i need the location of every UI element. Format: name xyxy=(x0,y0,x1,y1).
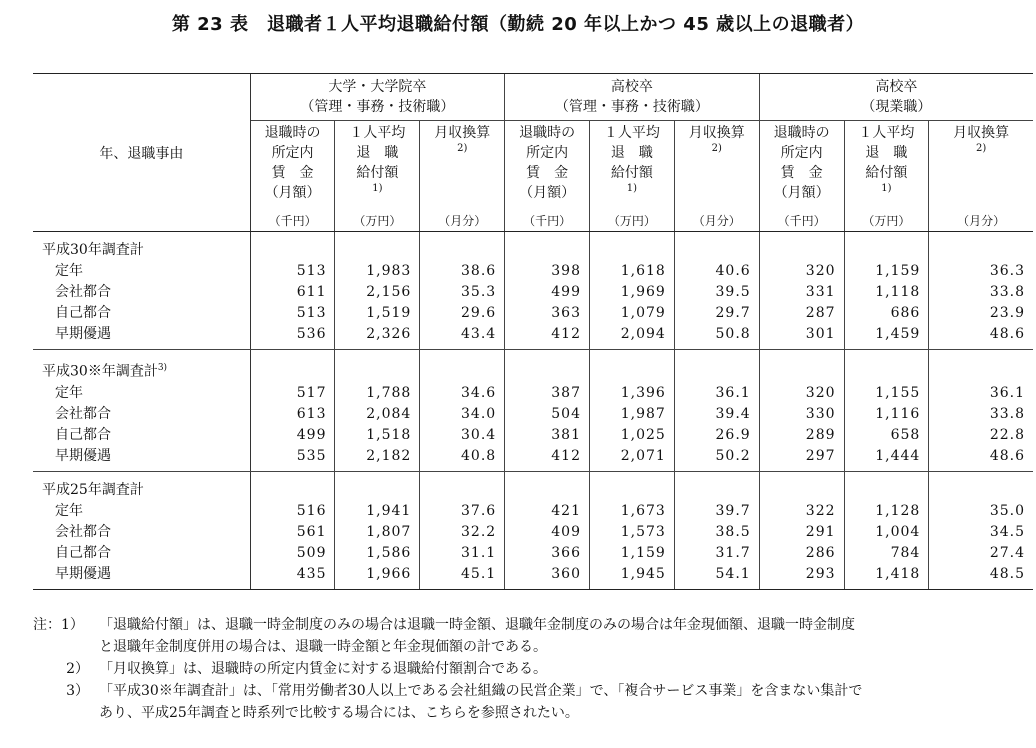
table-cell: 1,444 xyxy=(844,446,929,472)
note-2-text: 「月収換算」は、退職時の所定内賃金に対する退職給付額割合である。 xyxy=(99,661,547,677)
table-cell: 39.5 xyxy=(674,282,759,303)
table-cell: 613 xyxy=(250,404,335,425)
row-label: 早期優遇 xyxy=(33,324,250,350)
subheader-line: １人平均 xyxy=(603,125,660,141)
unit-label: （月分） xyxy=(420,209,505,232)
column-subheader xyxy=(759,121,844,210)
footnote-ref: 2) xyxy=(976,143,987,154)
row-label: 自己都合 xyxy=(55,426,111,443)
table-cell: 381 xyxy=(505,425,590,446)
subheader-line: 所定内 xyxy=(780,145,823,161)
row-label: 定年 xyxy=(55,384,83,401)
table-cell: 320 xyxy=(759,383,844,404)
subheader-line: （月額） xyxy=(264,185,321,201)
note-1-line2: と退職年金制度併用の場合は、退職一時金額と年金現価額の計である。 xyxy=(99,639,547,655)
subheader-line: 月収換算 xyxy=(688,125,745,141)
table-cell: 38.6 xyxy=(420,261,505,282)
footnote-ref: 2) xyxy=(457,143,468,154)
table-cell: 1,118 xyxy=(844,282,929,303)
table-cell: 1,004 xyxy=(844,522,929,543)
column-subheader xyxy=(420,121,505,210)
column-subheader xyxy=(674,121,759,210)
table-cell: 513 xyxy=(250,261,335,282)
table-row xyxy=(33,564,1033,590)
table-cell: 435 xyxy=(250,564,335,590)
table-cell: 45.1 xyxy=(420,564,505,590)
table-cell: 1,573 xyxy=(590,522,675,543)
table-cell: 34.5 xyxy=(929,522,1033,543)
row-label: 早期優遇 xyxy=(33,446,250,472)
table-cell: 287 xyxy=(759,303,844,324)
table-cell: 26.9 xyxy=(674,425,759,446)
group-subtitle: （管理・事務・技術職） xyxy=(300,99,455,115)
table-row xyxy=(33,425,1033,446)
unit-label: （万円） xyxy=(844,209,929,232)
section-title-text: 平成30年調査計 xyxy=(42,242,144,258)
subheader-line: 給付額 xyxy=(865,165,908,181)
table-cell: 29.6 xyxy=(420,303,505,324)
section-title-text: 平成25年調査計 xyxy=(42,481,144,498)
unit-label: （千円） xyxy=(250,209,335,232)
table-cell: 561 xyxy=(250,522,335,543)
subheader-line: 退 職 xyxy=(865,145,908,161)
subheader-line: 退職時の xyxy=(264,125,321,141)
footnote-ref: 2) xyxy=(711,143,722,154)
table-row xyxy=(33,446,1033,472)
table-row xyxy=(33,404,1033,425)
table-cell: 50.8 xyxy=(674,324,759,350)
data-table xyxy=(33,73,1033,590)
table-cell: 2,182 xyxy=(335,446,420,472)
table-cell: 1,673 xyxy=(590,501,675,522)
table-cell: 31.1 xyxy=(420,543,505,564)
table-cell: 535 xyxy=(250,446,335,472)
table-cell: 516 xyxy=(250,501,335,522)
row-label: 自己都合 xyxy=(55,305,111,321)
subheader-line: 賃 金 xyxy=(526,165,569,181)
column-subheader xyxy=(590,121,675,210)
table-cell: 499 xyxy=(250,425,335,446)
table-cell: 1,418 xyxy=(844,564,929,590)
table-cell: 409 xyxy=(505,522,590,543)
table-cell: 37.6 xyxy=(420,501,505,522)
column-subheader xyxy=(335,121,420,210)
table-cell: 611 xyxy=(250,282,335,303)
table-cell: 40.6 xyxy=(674,261,759,282)
row-header: 年、退職事由 xyxy=(33,74,250,232)
table-cell: 331 xyxy=(759,282,844,303)
table-cell: 1,518 xyxy=(335,425,420,446)
table-cell: 293 xyxy=(759,564,844,590)
subheader-line: 賃 金 xyxy=(780,165,823,181)
table-row xyxy=(33,282,1033,303)
table-cell: 1,618 xyxy=(590,261,675,282)
table-cell: 517 xyxy=(250,383,335,404)
unit-label: （万円） xyxy=(590,209,675,232)
table-cell: 1,155 xyxy=(844,383,929,404)
unit-label: （月分） xyxy=(929,209,1033,232)
section-title xyxy=(33,358,250,383)
group-subtitle: （現業職） xyxy=(861,99,932,115)
table-cell: 2,084 xyxy=(335,404,420,425)
table-cell: 48.6 xyxy=(929,324,1033,350)
row-label: 早期優遇 xyxy=(33,564,250,590)
table-cell: 301 xyxy=(759,324,844,350)
table-row xyxy=(33,543,1033,564)
table-cell: 686 xyxy=(844,303,929,324)
table-cell: 32.2 xyxy=(420,522,505,543)
column-subheader xyxy=(844,121,929,210)
column-group-header xyxy=(759,74,1033,121)
table-cell: 39.4 xyxy=(674,404,759,425)
table-cell: 536 xyxy=(250,324,335,350)
column-group-header xyxy=(505,74,760,121)
table-cell: 36.3 xyxy=(929,261,1033,282)
table-cell: 35.3 xyxy=(420,282,505,303)
subheader-line: 退 職 xyxy=(610,145,653,161)
unit-label: （千円） xyxy=(505,209,590,232)
table-cell: 286 xyxy=(759,543,844,564)
table-title: 第 23 表 退職者１人平均退職給付額（勤続 20 年以上かつ 45 歳以上の退職者） xyxy=(171,14,865,35)
table-cell: 1,025 xyxy=(590,425,675,446)
table-cell: 23.9 xyxy=(929,303,1033,324)
table-cell: 297 xyxy=(759,446,844,472)
table-cell: 1,945 xyxy=(590,564,675,590)
subheader-line: 所定内 xyxy=(271,145,314,161)
table-cell: 29.7 xyxy=(674,303,759,324)
row-label: 定年 xyxy=(55,263,83,279)
table-cell: 363 xyxy=(505,303,590,324)
row-label: 会社都合 xyxy=(55,284,111,300)
table-cell: 513 xyxy=(250,303,335,324)
table-cell: 50.2 xyxy=(674,446,759,472)
table-cell: 1,128 xyxy=(844,501,929,522)
table-cell: 291 xyxy=(759,522,844,543)
subheader-line: １人平均 xyxy=(349,125,406,141)
subheader-line: 所定内 xyxy=(526,145,569,161)
row-label: 会社都合 xyxy=(55,523,111,540)
unit-label: （月分） xyxy=(674,209,759,232)
table-cell: 320 xyxy=(759,261,844,282)
table-cell: 330 xyxy=(759,404,844,425)
table-cell: 1,116 xyxy=(844,404,929,425)
table-cell: 398 xyxy=(505,261,590,282)
column-subheader xyxy=(505,121,590,210)
table-row xyxy=(33,522,1033,543)
table-cell: 509 xyxy=(250,543,335,564)
row-label: 会社都合 xyxy=(55,405,111,422)
table-cell: 2,071 xyxy=(590,446,675,472)
group-title: 高校卒 xyxy=(610,79,653,95)
table-cell: 360 xyxy=(505,564,590,590)
note-1-line1: 「退職給付額」は、退職一時金制度のみの場合は退職一時金額、退職年金制度のみの場合は年金現価額、退職一時金制度 xyxy=(99,617,855,633)
table-cell: 366 xyxy=(505,543,590,564)
table-row xyxy=(33,324,1033,350)
table-row xyxy=(33,383,1033,404)
table-cell: 658 xyxy=(844,425,929,446)
subheader-line: （月額） xyxy=(773,185,830,201)
table-cell: 48.6 xyxy=(929,446,1033,472)
subheader-line: 給付額 xyxy=(610,165,653,181)
table-cell: 784 xyxy=(844,543,929,564)
table-cell: 1,987 xyxy=(590,404,675,425)
table-row xyxy=(33,261,1033,282)
footnote-ref: 3) xyxy=(157,363,168,373)
table-cell: 35.0 xyxy=(929,501,1033,522)
table-cell: 1,396 xyxy=(590,383,675,404)
table-cell: 289 xyxy=(759,425,844,446)
table-cell: 421 xyxy=(505,501,590,522)
table-cell: 1,788 xyxy=(335,383,420,404)
footnote-ref: 1) xyxy=(372,183,383,194)
table-cell: 36.1 xyxy=(929,383,1033,404)
table-cell: 1,079 xyxy=(590,303,675,324)
table-cell: 36.1 xyxy=(674,383,759,404)
table-cell: 38.5 xyxy=(674,522,759,543)
subheader-line: 退職時の xyxy=(519,125,576,141)
table-row xyxy=(33,501,1033,522)
table-cell: 412 xyxy=(505,324,590,350)
table-row xyxy=(33,303,1033,324)
table-cell: 1,807 xyxy=(335,522,420,543)
table-cell: 1,941 xyxy=(335,501,420,522)
group-subtitle: （管理・事務・技術職） xyxy=(554,99,709,115)
table-cell: 30.4 xyxy=(420,425,505,446)
table-cell: 34.6 xyxy=(420,383,505,404)
note-3-line1: 「平成30※年調査計」は、「常用労働者30人以上である会社組織の民営企業」で、「複合サービス事業」を含まない集計で xyxy=(99,683,863,699)
section-title-text: 平成30※年調査計 xyxy=(42,363,158,380)
unit-label: （万円） xyxy=(335,209,420,232)
table-cell: 412 xyxy=(505,446,590,472)
table-cell: 43.4 xyxy=(420,324,505,350)
subheader-line: 退 職 xyxy=(356,145,399,161)
table-cell: 387 xyxy=(505,383,590,404)
section-title xyxy=(33,480,250,501)
row-label: 定年 xyxy=(55,502,83,519)
table-cell: 1,519 xyxy=(335,303,420,324)
unit-label: （千円） xyxy=(759,209,844,232)
subheader-line: 賃 金 xyxy=(271,165,314,181)
table-cell: 1,983 xyxy=(335,261,420,282)
footnote-ref: 1) xyxy=(626,183,638,194)
note-3-line2: あり、平成25年調査と時系列で比較する場合には、こちらを参照されたい。 xyxy=(99,705,579,721)
column-group-header xyxy=(250,74,505,121)
group-title: 高校卒 xyxy=(875,79,918,95)
table-cell: 34.0 xyxy=(420,404,505,425)
table-cell: 499 xyxy=(505,282,590,303)
group-title: 大学・大学院卒 xyxy=(328,79,427,95)
note-1-marker: 注：1） xyxy=(33,617,84,633)
subheader-line: （月額） xyxy=(519,185,576,201)
table-cell: 1,969 xyxy=(590,282,675,303)
subheader-line: 給付額 xyxy=(356,165,399,181)
table-cell: 1,459 xyxy=(844,324,929,350)
table-cell: 322 xyxy=(759,501,844,522)
table-cell: 48.5 xyxy=(929,564,1033,590)
footnote-ref: 1) xyxy=(881,183,892,194)
table-cell: 1,586 xyxy=(335,543,420,564)
note-2-marker: 2） xyxy=(66,661,89,677)
notes xyxy=(33,614,1033,724)
table-cell: 39.7 xyxy=(674,501,759,522)
table-cell: 2,094 xyxy=(590,324,675,350)
row-label: 自己都合 xyxy=(55,544,111,561)
table-cell: 1,159 xyxy=(590,543,675,564)
table-cell: 54.1 xyxy=(674,564,759,590)
table-cell: 33.8 xyxy=(929,404,1033,425)
column-subheader xyxy=(250,121,335,210)
table-cell: 2,326 xyxy=(335,324,420,350)
note-3-marker: 3） xyxy=(66,683,89,699)
table-cell: 33.8 xyxy=(929,282,1033,303)
table-cell: 504 xyxy=(505,404,590,425)
column-subheader xyxy=(929,121,1033,210)
subheader-line: 退職時の xyxy=(773,125,830,141)
subheader-line: １人平均 xyxy=(858,125,915,141)
subheader-line: 月収換算 xyxy=(953,125,1010,141)
section-title xyxy=(33,240,250,261)
subheader-line: 月収換算 xyxy=(434,125,491,141)
table-cell: 1,159 xyxy=(844,261,929,282)
table-cell: 40.8 xyxy=(420,446,505,472)
table-cell: 22.8 xyxy=(929,425,1033,446)
table-cell: 27.4 xyxy=(929,543,1033,564)
table-cell: 31.7 xyxy=(674,543,759,564)
table-cell: 2,156 xyxy=(335,282,420,303)
table-cell: 1,966 xyxy=(335,564,420,590)
